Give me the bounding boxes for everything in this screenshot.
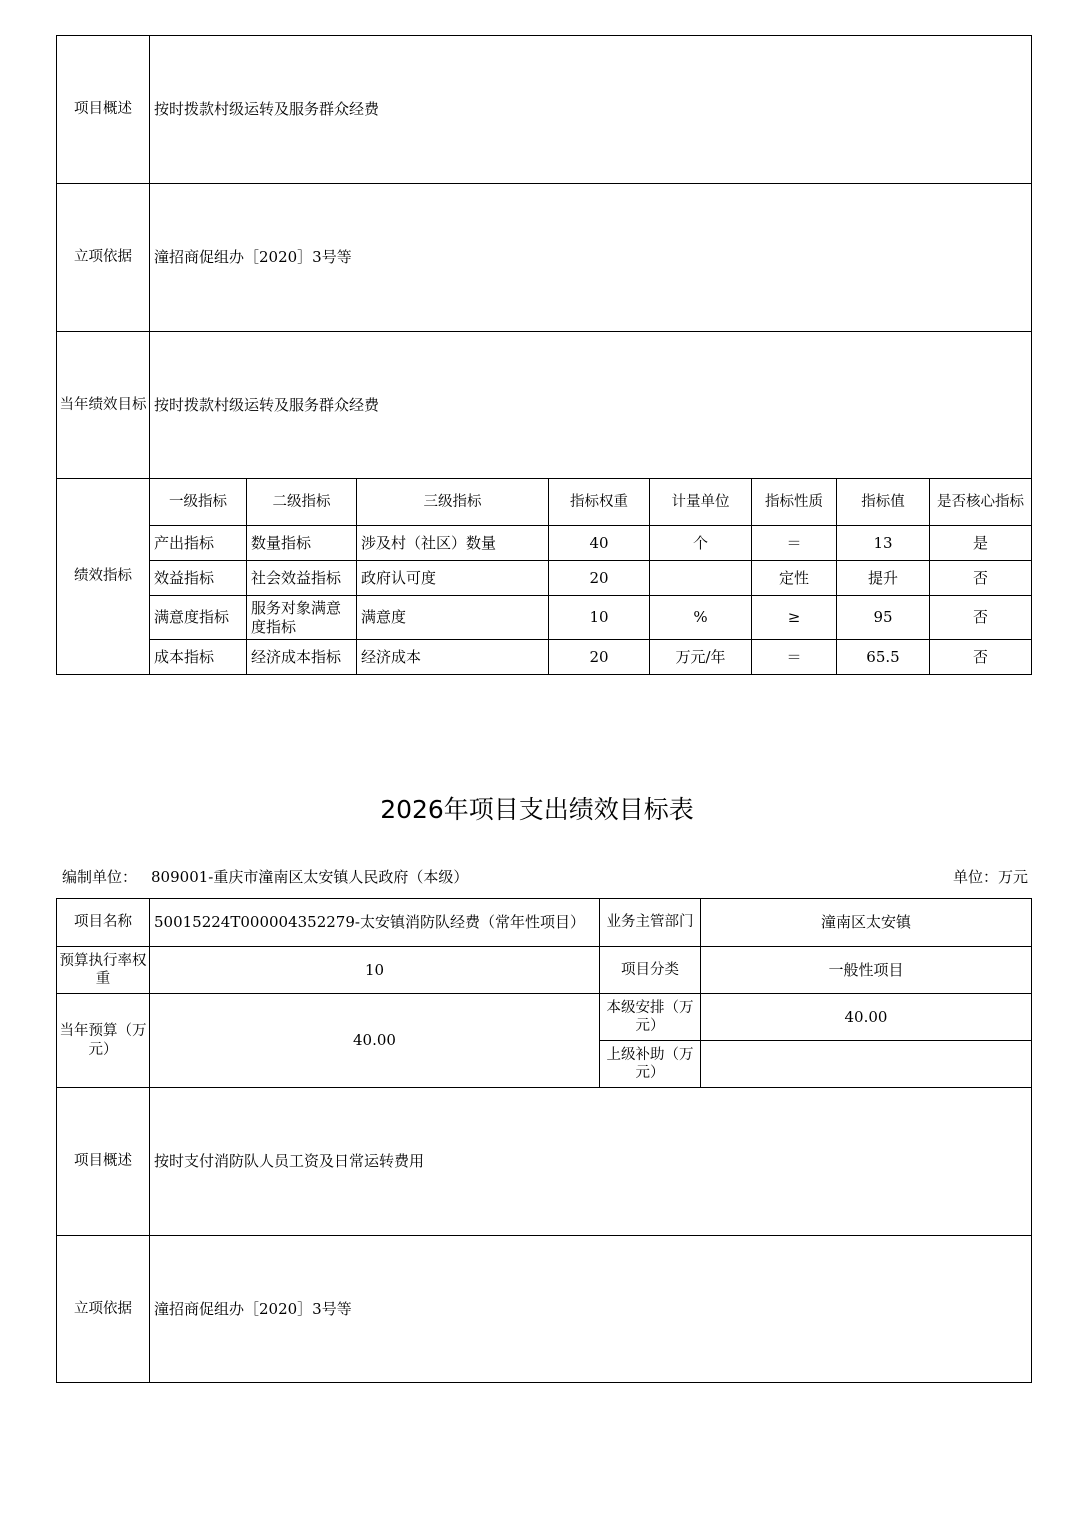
goal-value: 按时拨款村级运转及服务群众经费 (150, 332, 1032, 479)
cell-nature: ＝ (752, 526, 837, 561)
header-unit: 计量单位 (650, 479, 752, 526)
header-core: 是否核心指标 (930, 479, 1032, 526)
cell-nature: ≥ (752, 596, 837, 640)
table-row (57, 526, 1032, 561)
basis-value: 潼招商促组办［2020］3号等 (150, 184, 1032, 332)
cell-core: 否 (930, 596, 1032, 640)
prepared-by-label: 编制单位： (62, 868, 138, 886)
cell-level1: 效益指标 (150, 561, 247, 596)
summary-value: 按时拨款村级运转及服务群众经费 (150, 36, 1032, 184)
cell-nature: 定性 (752, 561, 837, 596)
budget-label: 当年预算（万元） (57, 994, 150, 1088)
cell-level1: 成本指标 (150, 640, 247, 675)
cell-level3: 经济成本 (357, 640, 549, 675)
cell-core: 否 (930, 640, 1032, 675)
table-row (57, 596, 1032, 640)
header-level3: 三级指标 (357, 479, 549, 526)
cell-value: 65.5 (837, 640, 930, 675)
cell-unit: 万元/年 (650, 640, 752, 675)
project-name-label: 项目名称 (57, 899, 150, 947)
cell-level3: 涉及村（社区）数量 (357, 526, 549, 561)
exec-weight-value: 10 (150, 947, 600, 994)
cell-value: 提升 (837, 561, 930, 596)
page-title: 2026年项目支出绩效目标表 (380, 795, 694, 824)
summary-label: 项目概述 (57, 36, 150, 184)
header-weight: 指标权重 (549, 479, 650, 526)
header-nature: 指标性质 (752, 479, 837, 526)
project-name-value: 50015224T000004352279-太安镇消防队经费（常年性项目） (150, 899, 600, 947)
dept-value: 潼南区太安镇 (701, 899, 1032, 947)
table-row (57, 640, 1032, 675)
cell-unit: % (650, 596, 752, 640)
category-label: 项目分类 (600, 947, 701, 994)
indicators-label: 绩效指标 (57, 479, 150, 675)
cell-weight: 10 (549, 596, 650, 640)
header-value: 指标值 (837, 479, 930, 526)
cell-level2: 数量指标 (247, 526, 357, 561)
prepared-by (62, 866, 468, 887)
subsidy-value (701, 1041, 1032, 1088)
project-summary-label: 项目概述 (57, 1088, 150, 1236)
basis-label: 立项依据 (57, 184, 150, 332)
cell-value: 13 (837, 526, 930, 561)
currency-unit: 单位：万元 (952, 868, 1028, 886)
cell-weight: 20 (549, 561, 650, 596)
cell-level1: 满意度指标 (150, 596, 247, 640)
cell-level3: 政府认可度 (357, 561, 549, 596)
project-summary-value: 按时支付消防队人员工资及日常运转费用 (150, 1088, 1032, 1236)
cell-level2: 经济成本指标 (247, 640, 357, 675)
goal-label: 当年绩效目标 (57, 332, 150, 479)
cell-weight: 40 (549, 526, 650, 561)
local-value: 40.00 (701, 994, 1032, 1041)
local-label: 本级安排（万元） (600, 994, 701, 1041)
prepared-by-value: 809001-重庆市潼南区太安镇人民政府（本级） (151, 868, 469, 886)
cell-unit: 个 (650, 526, 752, 561)
budget-value: 40.00 (150, 994, 600, 1088)
cell-level1: 产出指标 (150, 526, 247, 561)
project-table (56, 898, 1032, 1383)
exec-weight-label: 预算执行率权重 (57, 947, 150, 994)
subsidy-label: 上级补助（万元） (600, 1041, 701, 1088)
table-row (57, 561, 1032, 596)
cell-weight: 20 (549, 640, 650, 675)
header-level1: 一级指标 (150, 479, 247, 526)
prev-project-table (56, 35, 1032, 675)
dept-label: 业务主管部门 (600, 899, 701, 947)
project-basis-label: 立项依据 (57, 1236, 150, 1383)
cell-level3: 满意度 (357, 596, 549, 640)
cell-nature: ＝ (752, 640, 837, 675)
cell-value: 95 (837, 596, 930, 640)
category-value: 一般性项目 (701, 947, 1032, 994)
cell-level2: 服务对象满意度指标 (247, 596, 357, 640)
header-level2: 二级指标 (247, 479, 357, 526)
cell-core: 否 (930, 561, 1032, 596)
project-basis-value: 潼招商促组办［2020］3号等 (150, 1236, 1032, 1383)
cell-unit (650, 561, 752, 596)
cell-core: 是 (930, 526, 1032, 561)
cell-level2: 社会效益指标 (247, 561, 357, 596)
